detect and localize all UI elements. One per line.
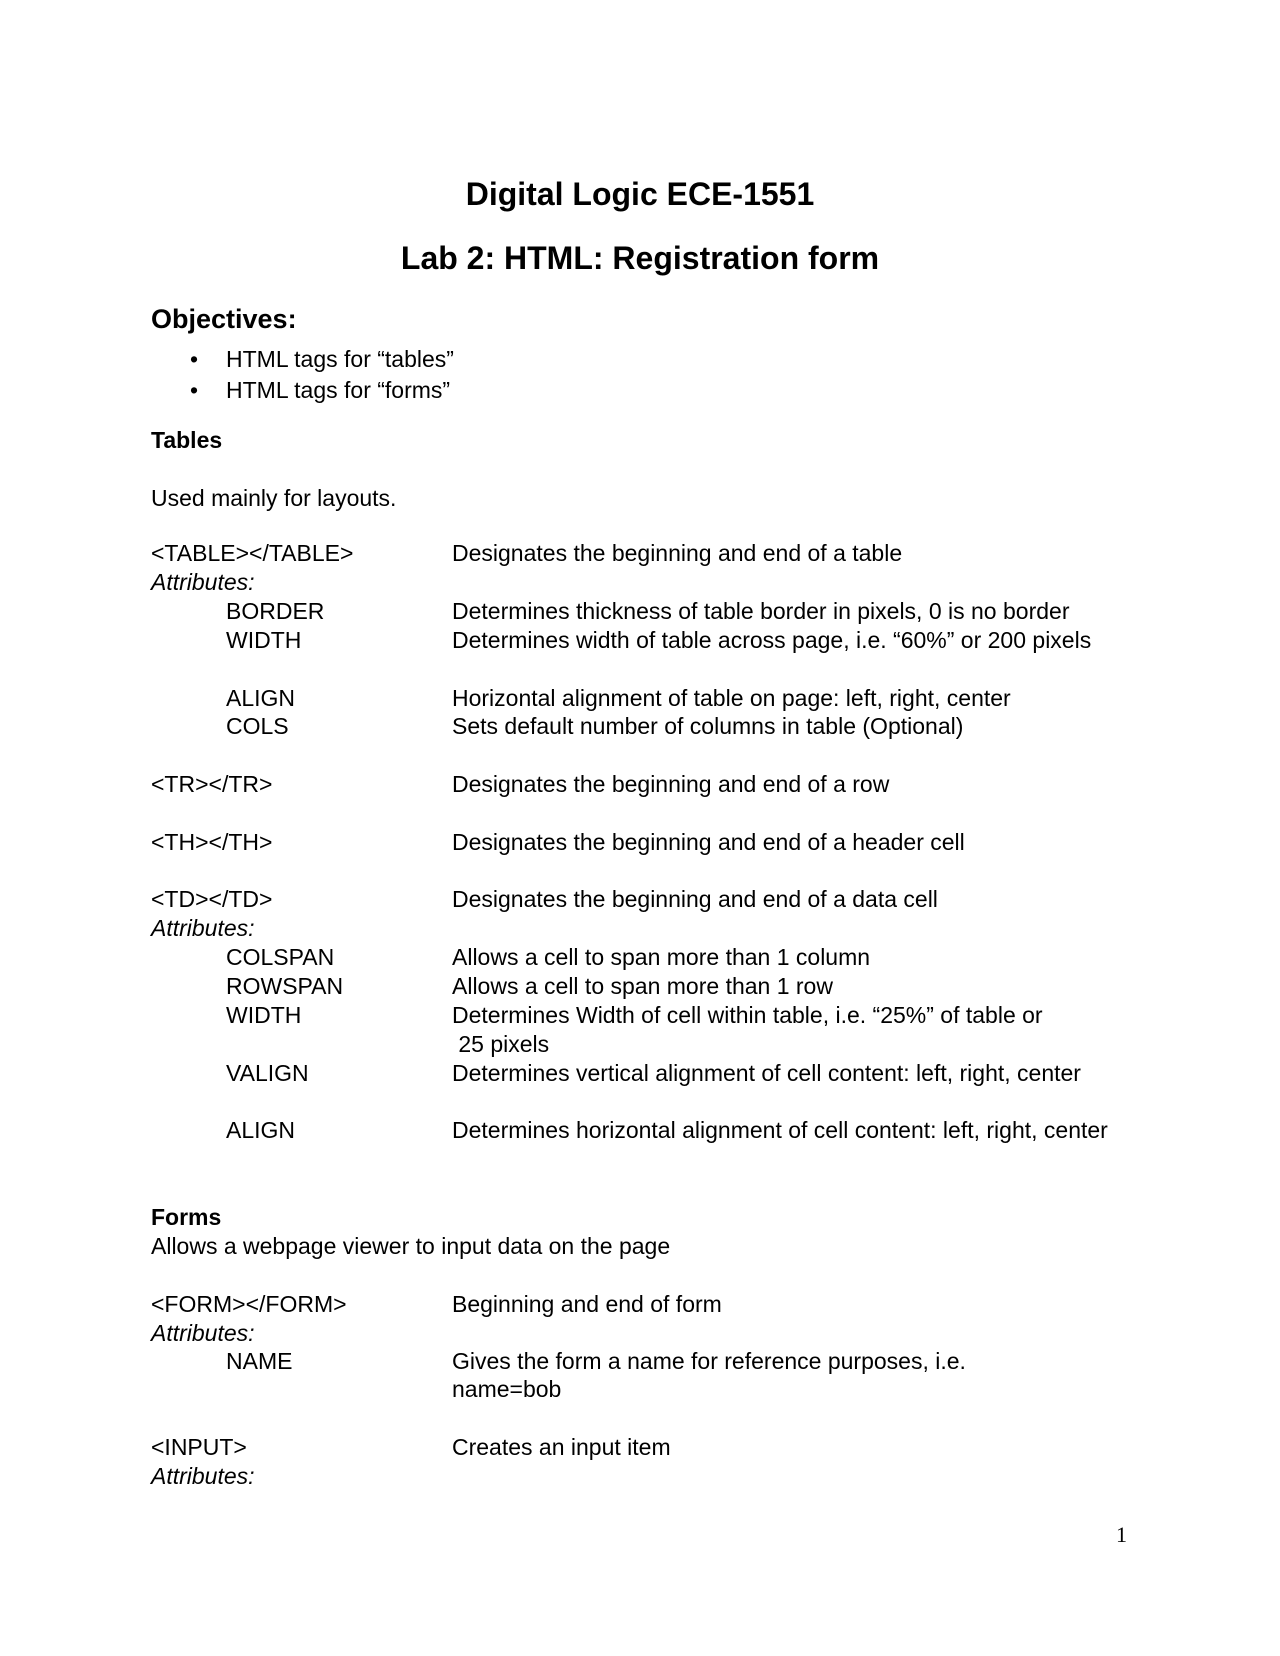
input-tag-desc: Creates an input item — [452, 1434, 671, 1460]
attr-desc: Determines vertical alignment of cell content: left, right, center — [452, 1060, 1081, 1086]
attr-name: ALIGN — [226, 1117, 296, 1143]
attr-name: WIDTH — [226, 627, 302, 653]
th-tag-desc: Designates the beginning and end of a header cell — [452, 829, 965, 855]
table-tag: <TABLE></TABLE> — [151, 540, 354, 566]
list-item — [190, 344, 454, 375]
attr-name: COLSPAN — [226, 944, 335, 970]
tr-tag-desc: Designates the beginning and end of a row — [452, 771, 890, 797]
tr-tag: <TR></TR> — [151, 771, 273, 797]
attr-desc: Gives the form a name for reference purposes, i.e. name=bob — [452, 1348, 966, 1402]
list-item — [190, 375, 454, 406]
page-number: 1 — [1116, 1522, 1127, 1547]
attributes-label: Attributes: — [151, 569, 255, 595]
attr-desc: Determines thickness of table border in pixels, 0 is no border — [452, 598, 1070, 624]
lab-title: Lab 2: HTML: Registration form — [400, 240, 880, 276]
attr-desc: Allows a cell to span more than 1 row — [452, 973, 833, 999]
attr-name: ALIGN — [226, 685, 296, 711]
bullet-icon: • — [190, 377, 199, 403]
attr-name: ROWSPAN — [226, 973, 344, 999]
th-tag: <TH></TH> — [151, 829, 273, 855]
attr-name: NAME — [226, 1348, 293, 1374]
attr-desc: Determines Width of cell within table, i.e. “25%” of table or — [452, 1002, 1043, 1028]
attr-desc-cont: 25 pixels — [452, 1031, 550, 1057]
objective-text: HTML tags for “forms” — [226, 377, 451, 403]
form-tag-desc: Beginning and end of form — [452, 1291, 722, 1317]
attr-desc: Horizontal alignment of table on page: left, right, center — [452, 685, 1011, 711]
attributes-label: Attributes: — [151, 1463, 255, 1489]
attr-desc: Determines horizontal alignment of cell content: left, right, center — [452, 1117, 1108, 1143]
td-tag-desc: Designates the beginning and end of a data cell — [452, 886, 938, 912]
attr-name: VALIGN — [226, 1060, 309, 1086]
objectives-list — [190, 344, 454, 406]
forms-heading: Forms — [151, 1204, 222, 1230]
attr-name: COLS — [226, 713, 289, 739]
tables-intro: Used mainly for layouts. — [151, 485, 397, 511]
objectives-heading: Objectives: — [151, 304, 297, 334]
form-tag: <FORM></FORM> — [151, 1291, 347, 1317]
attributes-label: Attributes: — [151, 1320, 255, 1346]
attr-desc: Determines width of table across page, i.e. “60%” or 200 pixels — [452, 627, 1092, 653]
td-tag: <TD></TD> — [151, 886, 273, 912]
attributes-label: Attributes: — [151, 915, 255, 941]
course-title: Digital Logic ECE-1551 — [465, 176, 815, 212]
bullet-icon: • — [190, 346, 199, 372]
attr-name: WIDTH — [226, 1002, 302, 1028]
table-tag-desc: Designates the beginning and end of a table — [452, 540, 903, 566]
attr-name: BORDER — [226, 598, 325, 624]
tables-heading: Tables — [151, 427, 223, 453]
attr-desc: Allows a cell to span more than 1 column — [452, 944, 871, 970]
input-tag: <INPUT> — [151, 1434, 247, 1460]
forms-intro: Allows a webpage viewer to input data on the page — [151, 1233, 671, 1259]
attr-desc: Sets default number of columns in table (Optional) — [452, 713, 964, 739]
objective-text: HTML tags for “tables” — [226, 346, 454, 372]
